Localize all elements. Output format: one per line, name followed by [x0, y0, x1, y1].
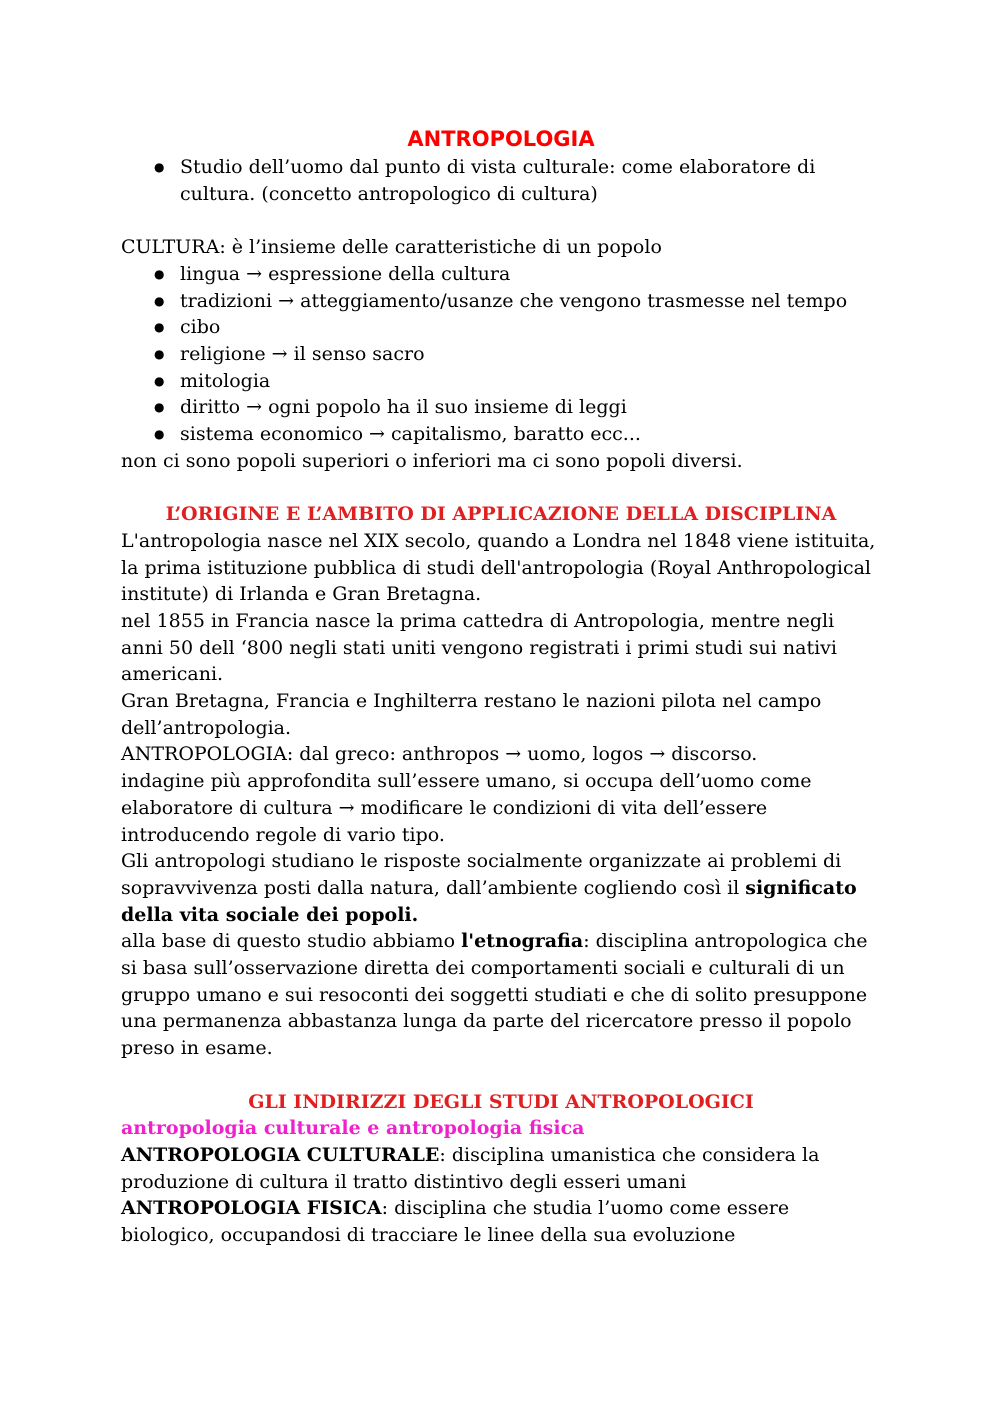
cultura-heading: CULTURA: è l’insieme delle caratteristiche di un popolo	[121, 236, 662, 259]
spacer	[121, 207, 881, 234]
intro-bullet-list	[121, 154, 881, 207]
list-item-text: diritto → ogni popolo ha il suo insieme di leggi	[180, 396, 627, 419]
origine-paragraph-6	[121, 848, 881, 928]
document-page	[121, 124, 881, 1249]
bold-term-culturale: ANTROPOLOGIA CULTURALE	[121, 1143, 440, 1166]
section-heading-origine: L’ORIGINE E L’AMBITO DI APPLICAZIONE DELLA DISCIPLINA	[165, 503, 837, 526]
list-item	[121, 394, 881, 421]
list-item	[121, 288, 881, 315]
bullet-icon: ●	[154, 320, 165, 335]
subheading-indirizzi: antropologia culturale e antropologia fisica	[121, 1117, 585, 1140]
bullet-icon: ●	[154, 266, 165, 281]
bullet-icon: ●	[154, 373, 165, 388]
list-item-text: cibo	[180, 316, 221, 339]
list-item	[121, 261, 881, 288]
spacer	[121, 474, 881, 501]
bold-term-fisica: ANTROPOLOGIA FISICA	[121, 1197, 382, 1220]
bullet-icon: ●	[154, 160, 165, 174]
origine-paragraph-3: Gran Bretagna, Francia e Inghilterra restano le nazioni pilota nel campo dell’antropologia.	[121, 690, 822, 739]
cultura-bullet-list	[121, 261, 881, 448]
list-item	[121, 341, 881, 368]
list-item	[121, 314, 881, 341]
origine-paragraph-7	[121, 928, 881, 1062]
list-item-text: Studio dell’uomo dal punto di vista culturale: come elaboratore di cultura. (concetto antropologico di cultura)	[180, 156, 816, 205]
antropologia-fisica-definition	[121, 1195, 881, 1248]
origine-paragraph-1: L'antropologia nasce nel XIX secolo, quando a Londra nel 1848 viene istituita, la prima istituzione pubblica di studi dell'antropologia (Royal Anthropological institute) di Irlanda e Gran Bretagna.	[121, 529, 876, 606]
bullet-icon: ●	[154, 346, 165, 361]
bullet-icon: ●	[154, 427, 165, 442]
bullet-icon: ●	[154, 400, 165, 415]
paragraph-text: alla base di questo studio abbiamo	[121, 930, 462, 953]
origine-paragraph-2: nel 1855 in Francia nasce la prima cattedra di Antropologia, mentre negli anni 50 dell ‘800 negli stati uniti vengono registrati i primi studi sui nativi americani.	[121, 609, 837, 686]
page-title: ANTROPOLOGIA	[407, 127, 595, 151]
origine-paragraph-4: ANTROPOLOGIA: dal greco: anthropos → uomo, logos → discorso.	[121, 743, 758, 766]
paragraph-text: : disciplina che studia l’uomo come essere biologico, occupandosi di tracciare le linee della sua evoluzione	[121, 1197, 790, 1247]
list-item	[121, 421, 881, 448]
spacer	[121, 1062, 881, 1089]
bullet-icon: ●	[154, 293, 165, 308]
paragraph-text: : disciplina umanistica che considera la produzione di cultura il tratto distintivo degli esseri umani	[121, 1143, 820, 1193]
bold-phrase: significato della vita sociale dei popoli.	[121, 876, 857, 926]
list-item	[121, 154, 881, 207]
paragraph-text: Gli antropologi studiano le risposte socialmente organizzate ai problemi di sopravvivenza posti dalla natura, dall’ambiente cogliendo così il	[121, 850, 842, 899]
list-item-text: sistema economico → capitalismo, baratto ecc...	[180, 423, 641, 446]
list-item-text: mitologia	[180, 369, 271, 392]
list-item	[121, 368, 881, 395]
bold-term-etnografia: l'etnografia	[461, 930, 584, 953]
antropologia-culturale-definition	[121, 1142, 881, 1195]
list-item-text: tradizioni → atteggiamento/usanze che vengono trasmesse nel tempo	[180, 289, 848, 312]
paragraph-text: : disciplina antropologica che si basa sull’osservazione diretta dei comportamenti sociali e culturali di un gruppo umano e sui resoconti dei soggetti studiati e che di solito presuppone una permanenza abbastanza lunga da parte del ricercatore presso il popolo preso in esame.	[121, 930, 868, 1060]
list-item-text: lingua → espressione della cultura	[180, 262, 511, 285]
list-item-text: religione → il senso sacro	[180, 342, 425, 365]
cultura-closing: non ci sono popoli superiori o inferiori ma ci sono popoli diversi.	[121, 449, 743, 472]
origine-paragraph-5: indagine più approfondita sull’essere umano, si occupa dell’uomo come elaboratore di cultura → modificare le condizioni di vita dell’essere introducendo regole di vario tipo.	[121, 770, 812, 846]
section-heading-indirizzi: GLI INDIRIZZI DEGLI STUDI ANTROPOLOGICI	[248, 1090, 754, 1113]
